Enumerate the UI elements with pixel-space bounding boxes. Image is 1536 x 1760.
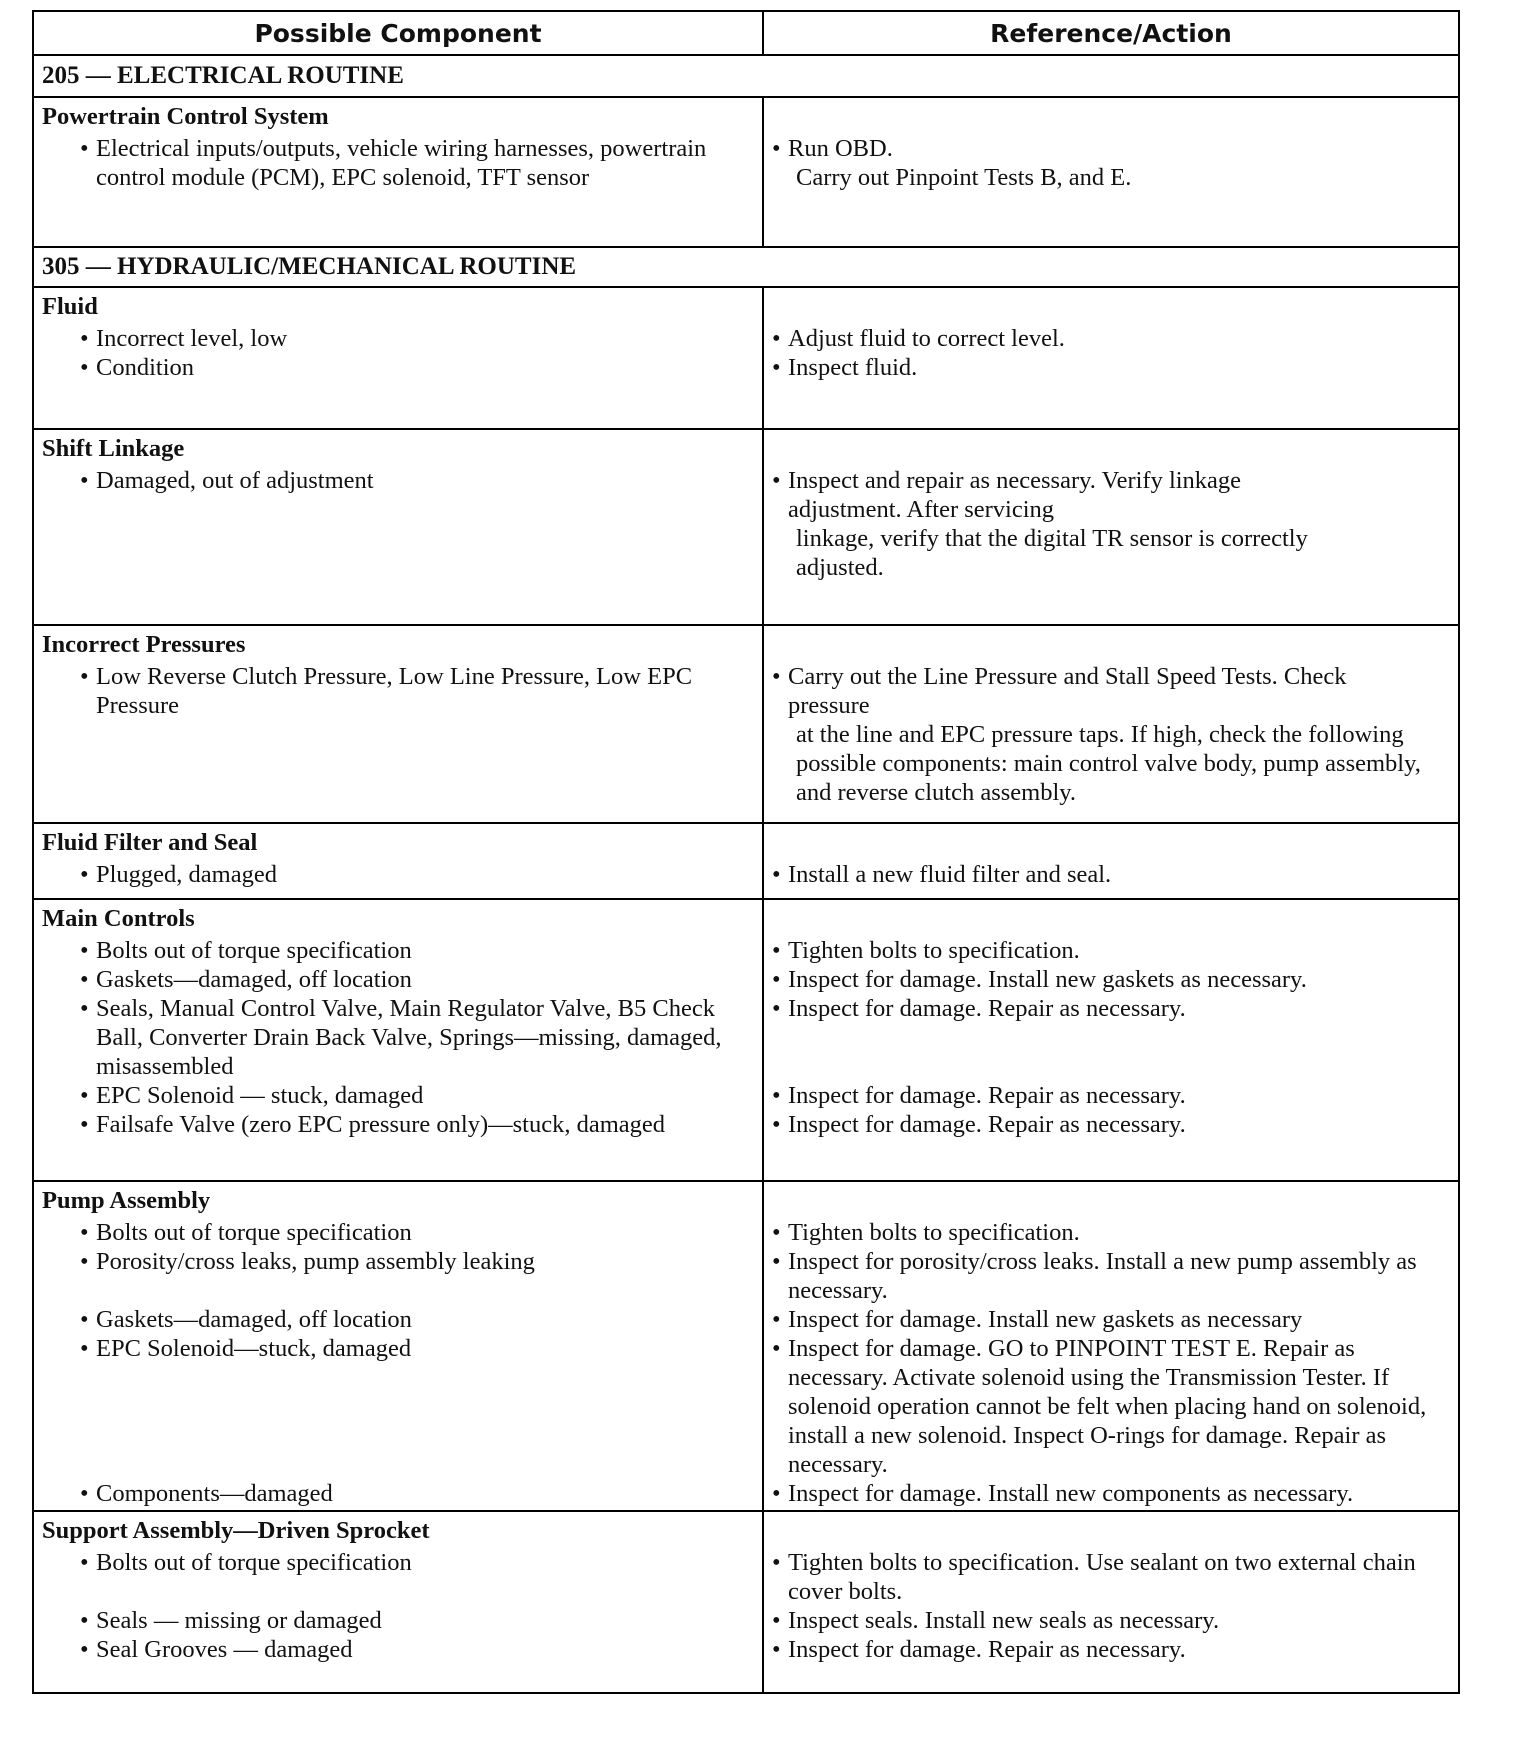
- component-text: Damaged, out of adjustment: [96, 467, 374, 494]
- action-text: Install a new fluid filter and seal.: [788, 861, 1112, 888]
- header-reference-action: Reference/Action: [990, 18, 1232, 48]
- component-item: • Gaskets—damaged, off location: [42, 1305, 754, 1334]
- header-possible-component: Possible Component: [34, 12, 764, 54]
- action-text: Tighten bolts to specification.: [788, 937, 1080, 964]
- component-text: Failsafe Valve (zero EPC pressure only)—stuck, damaged: [96, 1111, 666, 1138]
- action-text: Tighten bolts to specification.: [788, 1219, 1080, 1246]
- action-text: Inspect for damage. Install new gaskets as necessary: [788, 1306, 1303, 1333]
- action-item: • Inspect for damage. Repair as necessary.: [772, 1110, 1450, 1139]
- section-incorrect-pressures: [34, 626, 1458, 824]
- action-text-continued: at the line and EPC pressure taps. If high, check the following possible components: main control valve body, pump assembly, and reverse clutch assembly.: [796, 721, 1421, 806]
- component-item: • Failsafe Valve (zero EPC pressure only)—stuck, damaged: [42, 1110, 754, 1139]
- action-item: • Inspect and repair as necessary. Verify linkage adjustment. After servicing: [772, 466, 1450, 524]
- section-shift-linkage: [34, 430, 1458, 626]
- section-support-assembly-driven-sprocket: [34, 1512, 1458, 1692]
- component-text: Incorrect level, low: [96, 325, 288, 352]
- component-text: Porosity/cross leaks, pump assembly leaking: [96, 1248, 535, 1275]
- action-text: Inspect for damage. GO to PINPOINT TEST E. Repair as necessary. Activate solenoid using the Transmission Tester. If solenoid operation cannot be felt when placing hand on solenoid, install a new solenoid. Inspect O-rings for damage. Repair as necessary.: [788, 1335, 1427, 1478]
- action-text: Inspect for damage. Repair as necessary.: [788, 995, 1186, 1022]
- action-item: • Inspect seals. Install new seals as necessary.: [772, 1606, 1450, 1635]
- routine-305-heading: 305 — HYDRAULIC/MECHANICAL ROUTINE: [34, 246, 1458, 288]
- section-title: Incorrect Pressures: [42, 631, 246, 658]
- component-item: • Seal Grooves — damaged: [42, 1635, 754, 1664]
- component-item: • Bolts out of torque specification: [42, 936, 754, 965]
- component-item: • Bolts out of torque specification: [42, 1218, 754, 1247]
- action-text-continued: linkage, verify that the digital TR sensor is correctly adjusted.: [796, 525, 1308, 581]
- action-text: Inspect for damage. Install new gaskets as necessary.: [788, 966, 1307, 993]
- action-item: • Inspect for damage. Install new gaskets as necessary: [772, 1305, 1450, 1334]
- component-text: EPC Solenoid—stuck, damaged: [96, 1335, 412, 1362]
- section-pump-assembly: [34, 1182, 1458, 1512]
- action-item: • Inspect for damage. Repair as necessary.: [772, 1635, 1450, 1664]
- component-text: Components—damaged: [96, 1480, 333, 1507]
- component-item: • Porosity/cross leaks, pump assembly leaking: [42, 1247, 754, 1305]
- component-text: Low Reverse Clutch Pressure, Low Line Pressure, Low EPC Pressure: [96, 663, 693, 719]
- action-text: Inspect for damage. Repair as necessary.: [788, 1111, 1186, 1138]
- component-item: • Electrical inputs/outputs, vehicle wiring harnesses, powertrain control module (PCM), EPC solenoid, TFT sensor: [42, 134, 754, 192]
- section-title: Shift Linkage: [42, 435, 185, 462]
- action-text: Inspect and repair as necessary. Verify linkage adjustment. After servicing: [788, 467, 1242, 523]
- action-item: • Inspect for damage. GO to PINPOINT TEST E. Repair as necessary. Activate solenoid using the Transmission Tester. If solenoid operation cannot be felt when placing hand on solenoid, install a new solenoid. Inspect O-rings for damage. Repair as necessary.: [772, 1334, 1450, 1479]
- component-item: • Incorrect level, low: [42, 324, 754, 353]
- component-text: Gaskets—damaged, off location: [96, 966, 412, 993]
- section-title: Main Controls: [42, 905, 195, 932]
- action-text: Inspect for damage. Repair as necessary.: [788, 1636, 1186, 1663]
- action-text: Inspect for damage. Repair as necessary.: [788, 1082, 1186, 1109]
- component-text: Condition: [96, 354, 195, 381]
- action-item: • Inspect fluid.: [772, 353, 1450, 382]
- component-item: • Bolts out of torque specification: [42, 1548, 754, 1606]
- component-text: Seals — missing or damaged: [96, 1607, 382, 1634]
- component-text: Seal Grooves — damaged: [96, 1636, 353, 1663]
- action-item: • Run OBD.: [772, 134, 1450, 163]
- action-item: • Inspect for damage. Install new gaskets as necessary.: [772, 965, 1450, 994]
- action-item: • Tighten bolts to specification. Use sealant on two external chain cover bolts.: [772, 1548, 1450, 1606]
- action-item: • Adjust fluid to correct level.: [772, 324, 1450, 353]
- component-text: Bolts out of torque specification: [96, 937, 412, 964]
- action-item: • Carry out the Line Pressure and Stall Speed Tests. Check pressure: [772, 662, 1450, 720]
- action-text: Run OBD.: [788, 135, 893, 162]
- action-item: • Tighten bolts to specification.: [772, 936, 1450, 965]
- action-text: Tighten bolts to specification. Use sealant on two external chain cover bolts.: [788, 1549, 1416, 1605]
- section-title: Pump Assembly: [42, 1187, 211, 1214]
- component-text: Seals, Manual Control Valve, Main Regulator Valve, B5 Check Ball, Converter Drain Back Valve, Springs—missing, damaged, misassembled: [96, 995, 722, 1080]
- section-fluid: [34, 288, 1458, 430]
- component-item: • Gaskets—damaged, off location: [42, 965, 754, 994]
- component-item: • Plugged, damaged: [42, 860, 754, 889]
- component-text: Bolts out of torque specification: [96, 1219, 412, 1246]
- section-title: Fluid: [42, 293, 98, 320]
- component-text: Plugged, damaged: [96, 861, 277, 888]
- component-text: EPC Solenoid — stuck, damaged: [96, 1082, 424, 1109]
- action-item: • Inspect for porosity/cross leaks. Install a new pump assembly as necessary.: [772, 1247, 1450, 1305]
- action-item: • Inspect for damage. Repair as necessary.: [772, 1081, 1450, 1110]
- action-text: Inspect seals. Install new seals as necessary.: [788, 1607, 1220, 1634]
- routine-205-heading: 205 — ELECTRICAL ROUTINE: [34, 56, 1458, 98]
- component-item: • Seals, Manual Control Valve, Main Regulator Valve, B5 Check Ball, Converter Drain Back Valve, Springs—missing, damaged, misassembled: [42, 994, 754, 1081]
- section-main-controls: [34, 900, 1458, 1182]
- component-item: • Components—damaged: [42, 1479, 754, 1508]
- section-powertrain-control-system: [34, 98, 1458, 248]
- component-item: • Low Reverse Clutch Pressure, Low Line Pressure, Low EPC Pressure: [42, 662, 754, 720]
- component-item: • Damaged, out of adjustment: [42, 466, 754, 495]
- section-title: Fluid Filter and Seal: [42, 829, 258, 856]
- action-text: Inspect for porosity/cross leaks. Install a new pump assembly as necessary.: [788, 1248, 1417, 1304]
- component-text: Bolts out of torque specification: [96, 1549, 412, 1576]
- action-text: Inspect fluid.: [788, 354, 918, 381]
- action-text: Carry out the Line Pressure and Stall Speed Tests. Check pressure: [788, 663, 1347, 719]
- action-item: • Inspect for damage. Repair as necessary.: [772, 994, 1450, 1081]
- diagnosis-table: [32, 10, 1460, 1694]
- action-item: • Inspect for damage. Install new components as necessary.: [772, 1479, 1450, 1508]
- component-item: • EPC Solenoid — stuck, damaged: [42, 1081, 754, 1110]
- component-item: • Condition: [42, 353, 754, 382]
- component-item: • EPC Solenoid—stuck, damaged: [42, 1334, 754, 1479]
- action-item: • Install a new fluid filter and seal.: [772, 860, 1450, 889]
- action-text: Adjust fluid to correct level.: [788, 325, 1065, 352]
- action-text: Inspect for damage. Install new components as necessary.: [788, 1480, 1354, 1507]
- component-text: Electrical inputs/outputs, vehicle wiring harnesses, powertrain control module (PCM), EPC solenoid, TFT sensor: [96, 135, 707, 191]
- component-text: Gaskets—damaged, off location: [96, 1306, 412, 1333]
- action-item: • Tighten bolts to specification.: [772, 1218, 1450, 1247]
- table-header: [34, 12, 1458, 56]
- component-item: • Seals — missing or damaged: [42, 1606, 754, 1635]
- section-title: Powertrain Control System: [42, 103, 329, 130]
- section-title: Support Assembly—Driven Sprocket: [42, 1517, 430, 1544]
- section-fluid-filter-and-seal: [34, 824, 1458, 900]
- action-text-continued: Carry out Pinpoint Tests B, and E.: [796, 164, 1132, 191]
